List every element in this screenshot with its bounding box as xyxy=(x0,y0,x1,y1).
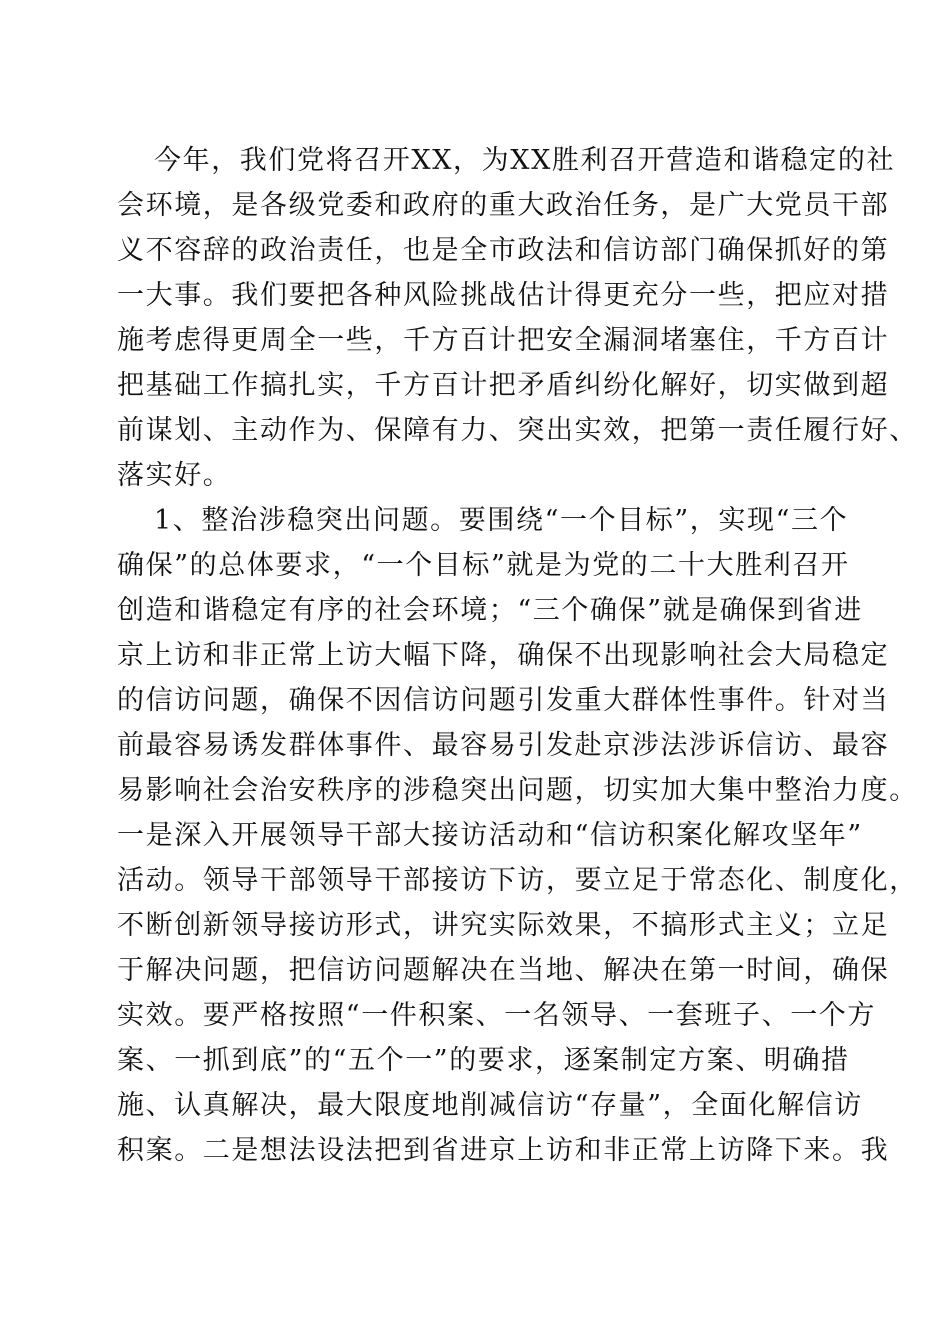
paragraph-1-line-3: 义不容辞的政治责任，也是全市政法和信访部门确保抓好的第 xyxy=(117,235,890,266)
paragraph-2-line-10: 不断创新领导接访形式，讲究实际效果，不搞形式主义；立足 xyxy=(117,910,890,941)
paragraph-2-line-11: 于解决问题，把信访问题解决在当地、解决在第一时间，确保 xyxy=(117,955,890,986)
paragraph-2-line-9: 活动。领导干部领导干部接访下访，要立足于常态化、制度化， xyxy=(117,865,918,896)
paragraph-2-line-7: 易影响社会治安秩序的涉稳突出问题，切实加大集中整治力度。 xyxy=(117,775,918,806)
paragraph-1-line-5: 施考虑得更周全一些，千方百计把安全漏洞堵塞住，千方百计 xyxy=(117,325,890,356)
paragraph-2-line-14: 施、认真解决，最大限度地削减信访“存量”，全面化解信访 xyxy=(117,1090,863,1121)
paragraph-1-line-6: 把基础工作搞扎实，千方百计把矛盾纠纷化解好，切实做到超 xyxy=(117,370,890,401)
paragraph-1-line-2: 会环境，是各级党委和政府的重大政治任务，是广大党员干部 xyxy=(117,190,890,221)
paragraph-2-line-15: 积案。二是想法设法把到省进京上访和非正常上访降下来。我 xyxy=(117,1135,890,1166)
paragraph-2-line-4: 京上访和非正常上访大幅下降，确保不出现影响社会大局稳定 xyxy=(117,640,890,671)
paragraph-1-line-1: 今年，我们党将召开XX，为XX胜利召开营造和谐稳定的社 xyxy=(154,145,896,176)
paragraph-2-line-13: 案、一抓到底”的“五个一”的要求，逐案制定方案、明确措 xyxy=(117,1045,850,1076)
paragraph-2-line-3: 创造和谐稳定有序的社会环境；“三个确保”就是确保到省进 xyxy=(117,595,863,626)
paragraph-1-line-7: 前谋划、主动作为、保障有力、突出实效，把第一责任履行好、 xyxy=(117,415,918,446)
paragraph-2-line-12: 实效。要严格按照“一件积案、一名领导、一套班子、一个方 xyxy=(117,1000,877,1031)
paragraph-1-line-4: 一大事。我们要把各种风险挑战估计得更充分一些，把应对措 xyxy=(117,280,890,311)
paragraph-2-line-5: 的信访问题，确保不因信访问题引发重大群体性事件。针对当 xyxy=(117,685,890,716)
paragraph-2-line-6: 前最容易诱发群体事件、最容易引发赴京涉法涉诉信访、最容 xyxy=(117,730,890,761)
paragraph-2-line-2: 确保”的总体要求，“一个目标”就是为党的二十大胜利召开 xyxy=(117,550,850,581)
paragraph-1-line-8: 落实好。 xyxy=(117,460,232,491)
paragraph-2-line-8: 一是深入开展领导干部大接访活动和“信访积案化解攻坚年” xyxy=(117,820,863,851)
paragraph-2-line-1: 1、整治涉稳突出问题。要围绕“一个目标”，实现“三个 xyxy=(154,505,849,536)
